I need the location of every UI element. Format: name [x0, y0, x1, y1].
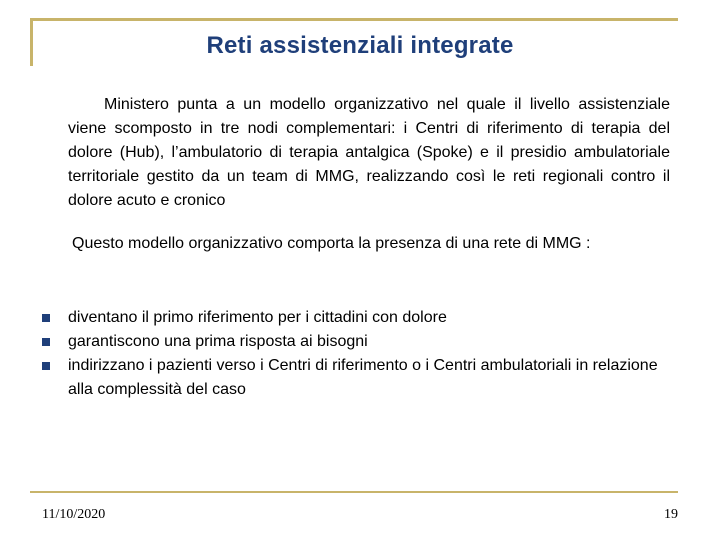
bullet-item	[42, 354, 670, 402]
frame-bottom-line	[30, 491, 678, 493]
paragraph-ministero: Ministero punta a un modello organizzativo nel quale il livello assistenziale viene scomposto in tre nodi complementari: i Centri di riferimento di terapia del dolore (Hub), l’ambulatorio di terapia antalgica (Spoke) e il presidio ambulatoriale territoriale gestito da un team di MMG, realizzando così le reti regionali contro il dolore acuto e cronico	[68, 96, 670, 209]
footer-date: 11/10/2020	[42, 507, 106, 522]
bullet-item	[42, 330, 670, 354]
bullet-text: indirizzano i pazienti verso i Centri di riferimento o i Centri ambulatoriali in relazione alla complessità del caso	[68, 357, 658, 398]
bullet-list	[42, 306, 670, 402]
paragraph-modello: Questo modello organizzativo comporta la presenza di una rete di MMG :	[72, 235, 591, 252]
slide-title: Reti assistenziali integrate	[206, 32, 514, 59]
square-bullet-icon	[42, 338, 50, 346]
page-number: 19	[664, 507, 678, 522]
frame-top-line	[30, 18, 678, 21]
square-bullet-icon	[42, 362, 50, 370]
bullet-item	[42, 306, 670, 330]
bullet-text: diventano il primo riferimento per i cittadini con dolore	[68, 309, 447, 326]
square-bullet-icon	[42, 314, 50, 322]
bullet-text: garantiscono una prima risposta ai bisogni	[68, 333, 368, 350]
